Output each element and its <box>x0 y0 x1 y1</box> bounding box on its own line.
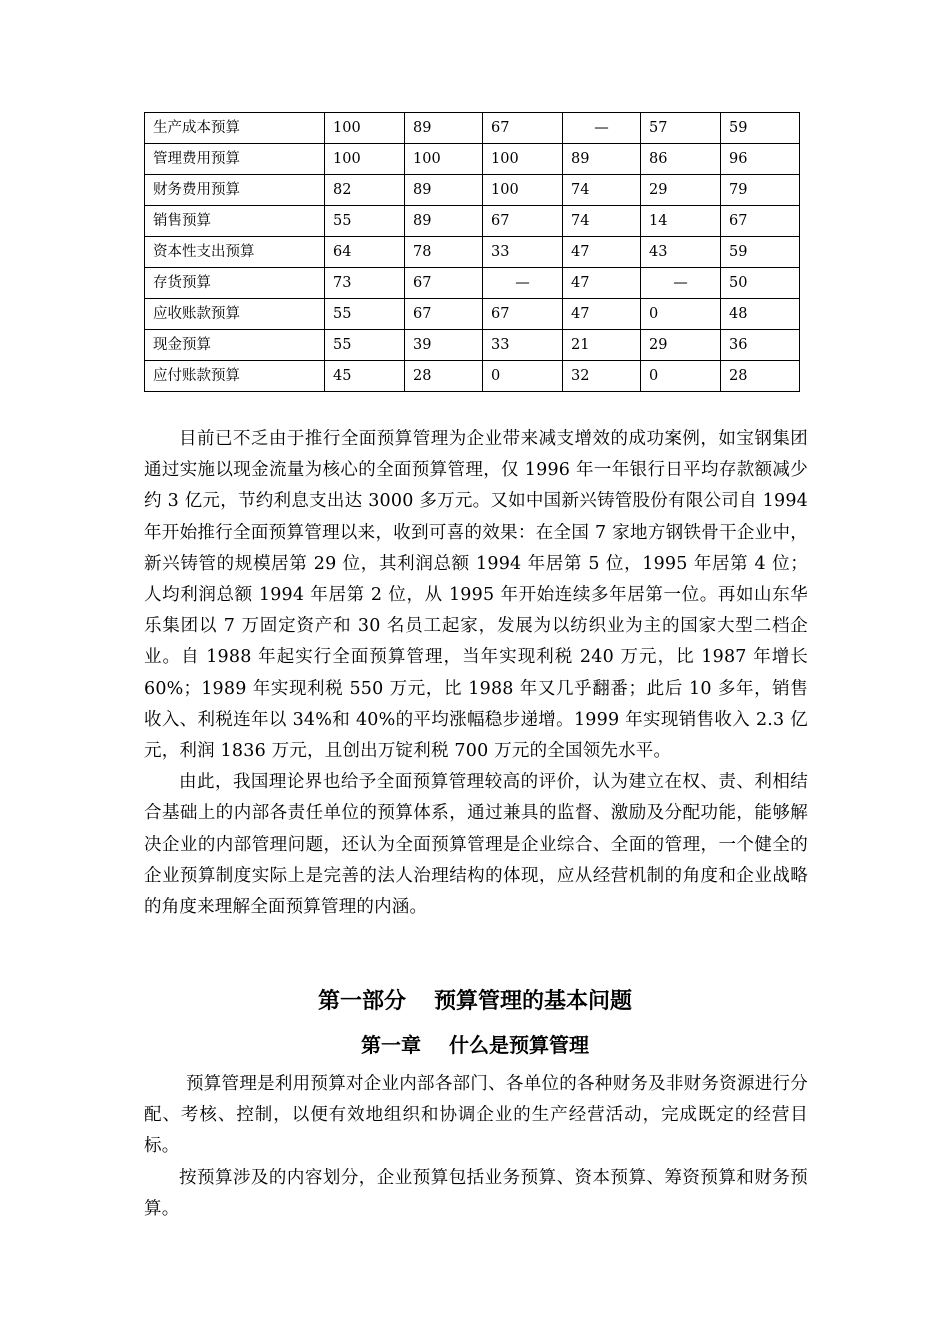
table-cell: 100 <box>483 175 563 206</box>
table-cell: 74 <box>563 175 641 206</box>
part-title: 预算管理的基本问题 <box>434 989 633 1014</box>
table-cell: 67 <box>483 299 563 330</box>
table-cell: 67 <box>405 268 483 299</box>
table-cell: — <box>641 268 721 299</box>
table-cell: 89 <box>563 144 641 175</box>
paragraph-theory-evaluation: 由此，我国理论界也给予全面预算管理较高的评价，认为建立在权、责、利相结合基础上的内部各责任单位的预算体系，通过兼具的监督、激励及分配功能，能够解决企业的内部管理问题，还认为全面预算管理是企业综合、全面的管理，一个健全的企业预算制度实际上是完善的法人治理结构的体现，应从经营机制的角度和企业战略的角度来理解全面预算管理的内涵。 <box>144 772 808 918</box>
table-cell: 59 <box>721 237 800 268</box>
table-cell: 74 <box>563 206 641 237</box>
part-label: 第一部分 <box>317 989 406 1014</box>
table-cell: 0 <box>641 299 721 330</box>
row-label: 生产成本预算 <box>145 113 325 144</box>
table-cell: 0 <box>483 361 563 392</box>
table-cell: 36 <box>721 330 800 361</box>
paragraph-classification: 按预算涉及的内容划分，企业预算包括业务预算、资本预算、筹资预算和财务预算。 <box>144 1167 808 1219</box>
table-cell: 64 <box>325 237 405 268</box>
table-row <box>145 113 800 144</box>
table-cell: 32 <box>563 361 641 392</box>
paragraph-definition: 预算管理是利用预算对企业内部各部门、各单位的各种财务及非财务资源进行分配、考核、控制，以便有效地组织和协调企业的生产经营活动，完成既定的经营目标。 <box>144 1074 808 1157</box>
table-row <box>145 206 800 237</box>
table-cell: 89 <box>405 113 483 144</box>
table-cell: 100 <box>483 144 563 175</box>
paragraph-case-studies: 目前已不乏由于推行全面预算管理为企业带来减支增效的成功案例，如宝钢集团通过实施以现金流量为核心的全面预算管理，仅 1996 年一年银行日平均存款额减少约 3 亿元，节约利息支出达 3000 多万元。又如中国新兴铸管股份有限公司自 1994 年开始推行全面预算管理以来，收到可喜的效果：在全国 7 家地方钢铁骨干企业中，新兴铸管的规模居第 29 位，其利润总额 1994 年居第 5 位，1995 年居第 4 位；人均利润总额 1994 年居第 2 位，从 1995 年开始连续多年居第一位。再如山东华乐集团以 7 万固定资产和 30 名员工起家，发展为以纺织业为主的国家大型二档企业。自 1988 年起实行全面预算管理，当年实现利税 240 万元，比 1987 年增长 60%；1989 年实现利税 550 万元，比 1988 年又几乎翻番；此后 10 多年，销售收入、利税连年以 34%和 40%的平均涨幅稳步递增。1999 年实现销售收入 2.3 亿元，利润 1836 万元，且创出万锭利税 700 万元的全国领先水平。 <box>144 429 808 762</box>
table-cell: 59 <box>721 113 800 144</box>
table-cell: 29 <box>641 330 721 361</box>
row-label: 管理费用预算 <box>145 144 325 175</box>
table-cell: 86 <box>641 144 721 175</box>
row-label: 财务费用预算 <box>145 175 325 206</box>
table-cell: 45 <box>325 361 405 392</box>
chapter-title: 什么是预算管理 <box>449 1033 589 1057</box>
chapter-heading <box>0 1029 950 1061</box>
row-label: 应收账款预算 <box>145 299 325 330</box>
table-cell: 100 <box>405 144 483 175</box>
table-cell: 55 <box>325 330 405 361</box>
table-cell: 67 <box>721 206 800 237</box>
table-cell: 55 <box>325 299 405 330</box>
row-label: 存货预算 <box>145 268 325 299</box>
table-cell: 43 <box>641 237 721 268</box>
table-cell: 48 <box>721 299 800 330</box>
table-cell: 0 <box>641 361 721 392</box>
table-cell: 89 <box>405 175 483 206</box>
row-label: 销售预算 <box>145 206 325 237</box>
chapter-label: 第一章 <box>361 1033 421 1057</box>
part-heading <box>0 985 950 1019</box>
table-cell: 39 <box>405 330 483 361</box>
table-cell: 67 <box>405 299 483 330</box>
table-cell: 67 <box>483 206 563 237</box>
table-cell: 100 <box>325 144 405 175</box>
table-cell: 50 <box>721 268 800 299</box>
table-cell: 82 <box>325 175 405 206</box>
table-cell: 55 <box>325 206 405 237</box>
table-cell: 33 <box>483 330 563 361</box>
row-label: 资本性支出预算 <box>145 237 325 268</box>
table-row <box>145 299 800 330</box>
table-cell: 47 <box>563 268 641 299</box>
table-cell: 47 <box>563 237 641 268</box>
table-cell: 73 <box>325 268 405 299</box>
table-cell: 79 <box>721 175 800 206</box>
table-row <box>145 144 800 175</box>
table-cell: 89 <box>405 206 483 237</box>
table-cell: 78 <box>405 237 483 268</box>
table-cell: 29 <box>641 175 721 206</box>
row-label: 现金预算 <box>145 330 325 361</box>
body-text-lower <box>144 1069 808 1225</box>
table-cell: — <box>563 113 641 144</box>
table-row <box>145 268 800 299</box>
table-cell: 57 <box>641 113 721 144</box>
budget-table-body <box>145 113 800 392</box>
table-row <box>145 175 800 206</box>
table-row <box>145 237 800 268</box>
table-cell: 21 <box>563 330 641 361</box>
table-cell: 28 <box>721 361 800 392</box>
table-row <box>145 361 800 392</box>
table-cell: 47 <box>563 299 641 330</box>
table-cell: — <box>483 268 563 299</box>
table-row <box>145 330 800 361</box>
table-cell: 100 <box>325 113 405 144</box>
table-cell: 96 <box>721 144 800 175</box>
row-label: 应付账款预算 <box>145 361 325 392</box>
budget-table <box>144 112 800 392</box>
table-cell: 33 <box>483 237 563 268</box>
body-text-upper <box>144 424 808 923</box>
table-cell: 67 <box>483 113 563 144</box>
table-cell: 14 <box>641 206 721 237</box>
table-cell: 28 <box>405 361 483 392</box>
